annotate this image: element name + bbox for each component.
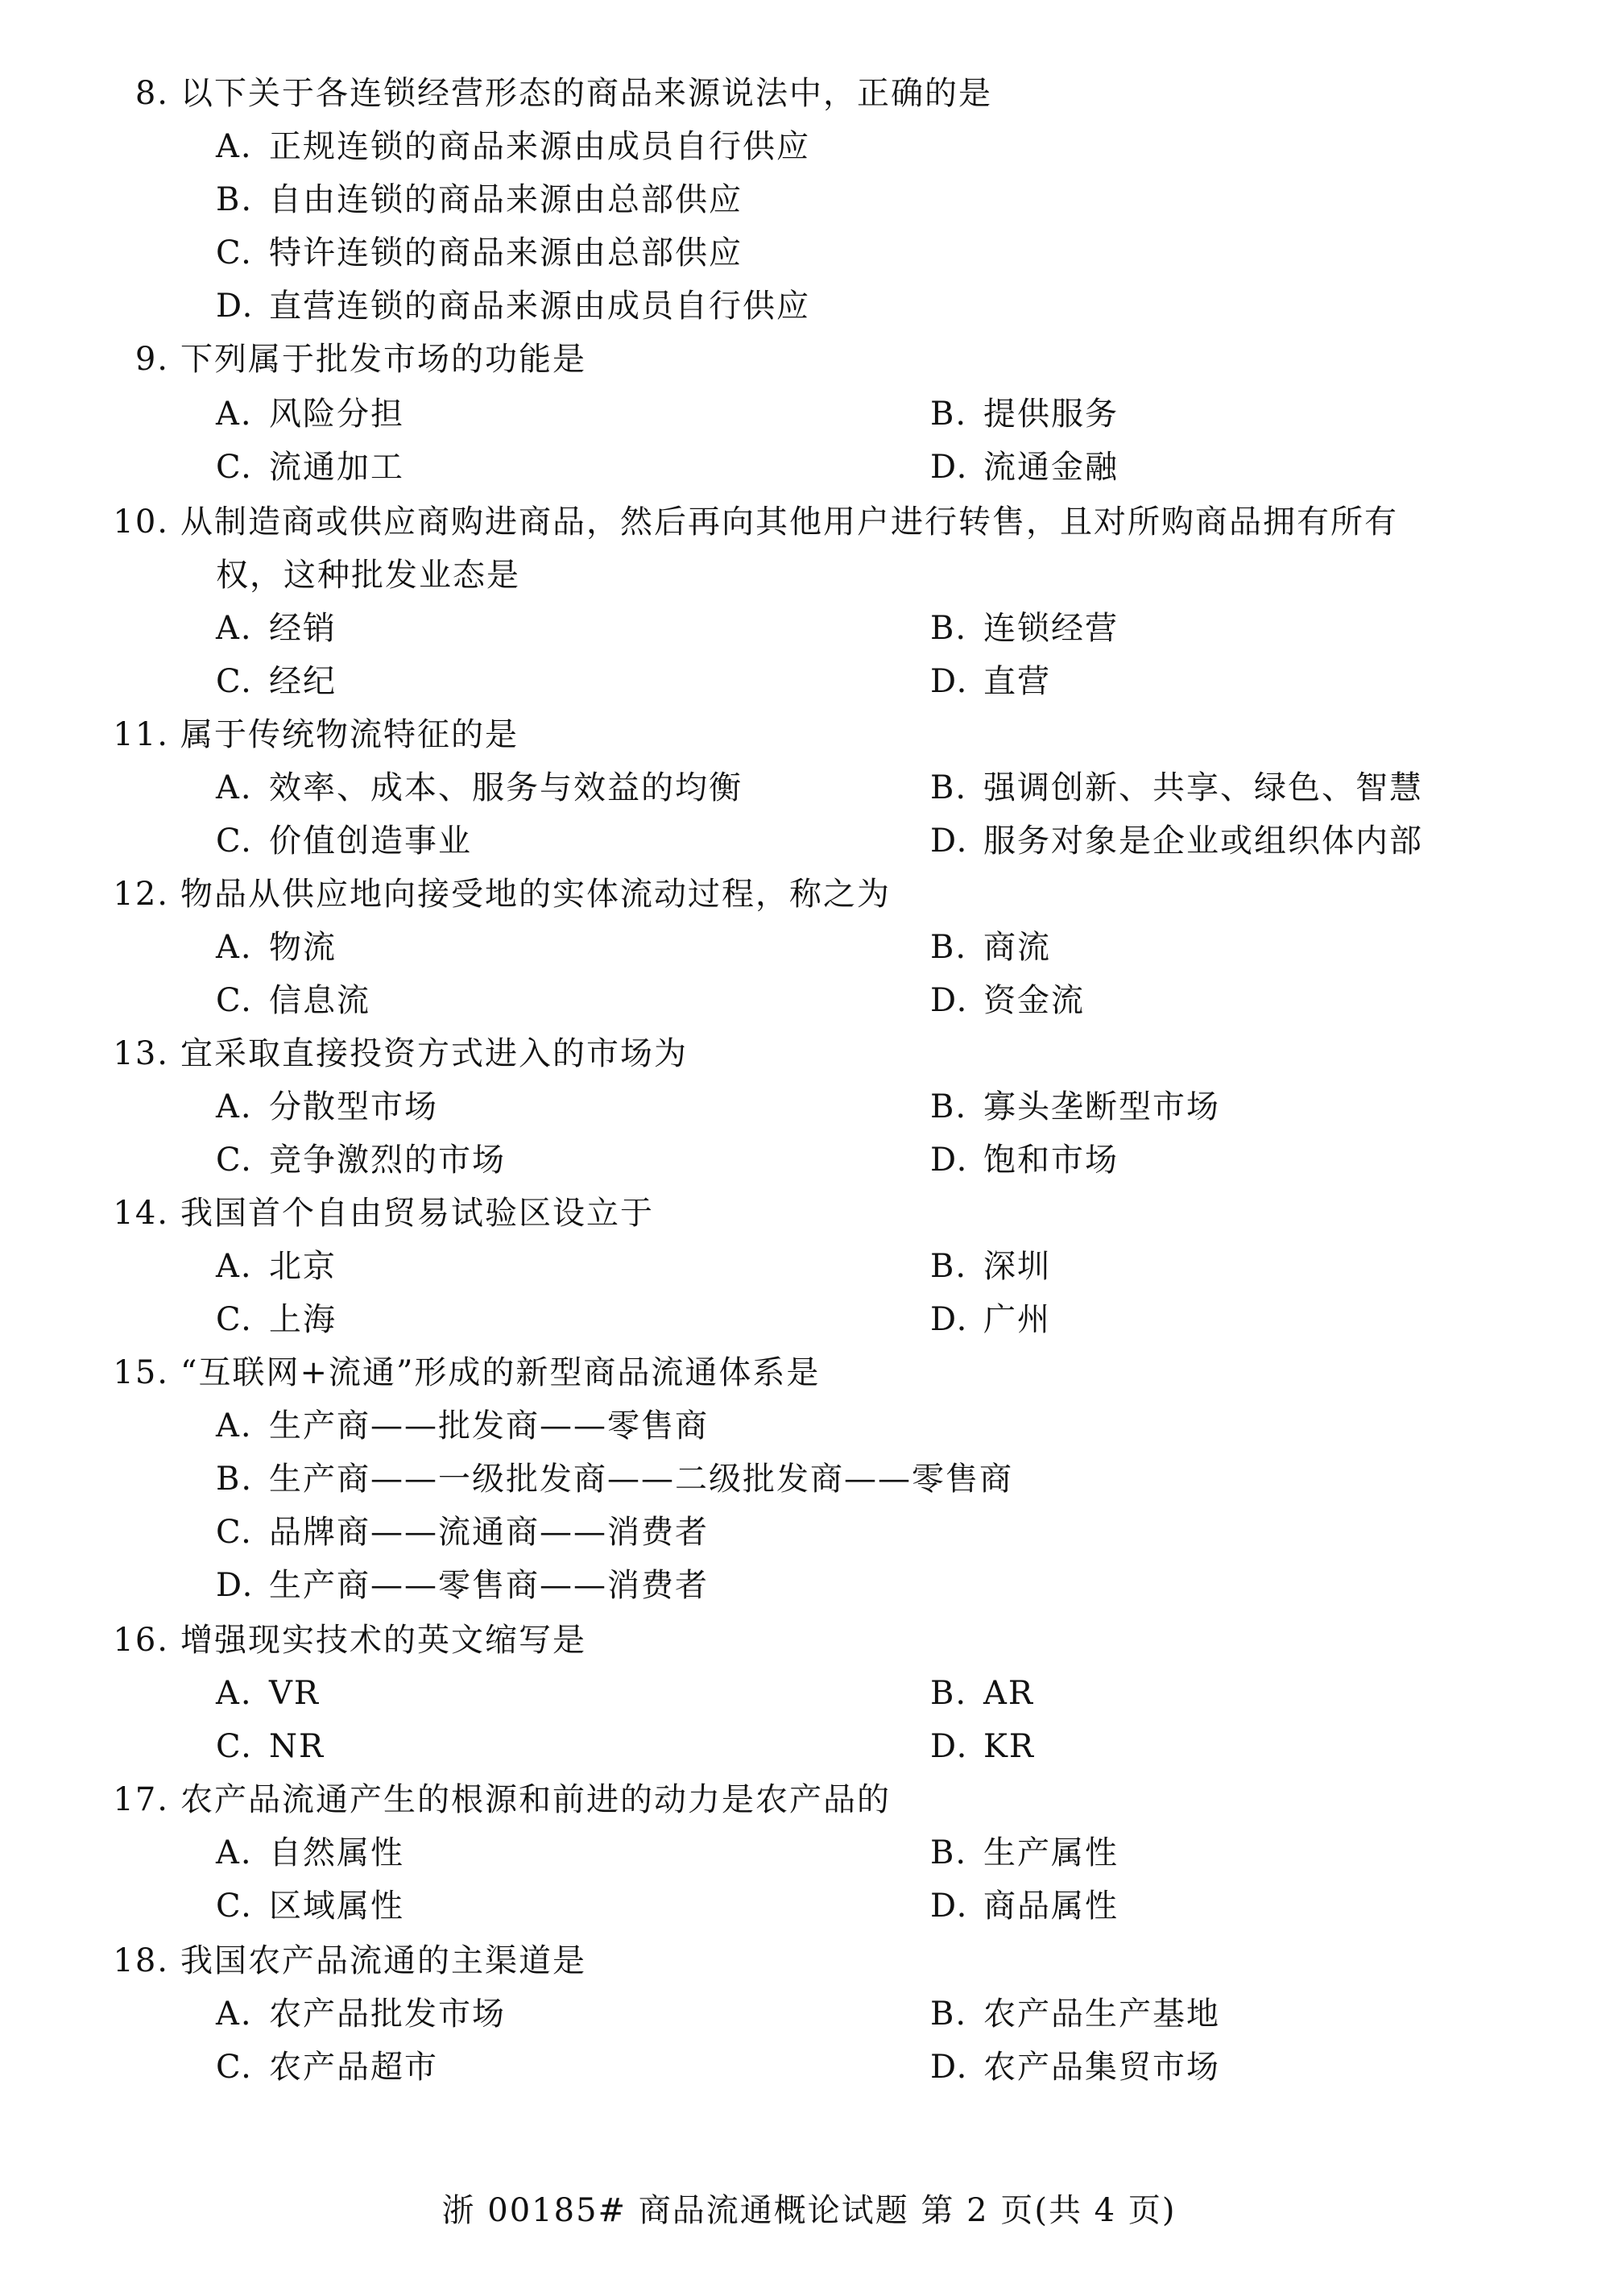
option-text: 商流: [983, 929, 1051, 966]
question-number: 16.: [113, 1622, 169, 1659]
option: [930, 1993, 1220, 2035]
option-text: 直营: [983, 663, 1051, 700]
option-text: 直营连锁的商品来源由成员自行供应: [269, 288, 810, 325]
question-text: 属于传统物流特征的是: [180, 716, 519, 753]
option-text: 品牌商——流通商——消费者: [269, 1514, 709, 1551]
option-label: B.: [930, 769, 968, 806]
option-label: C.: [216, 1514, 253, 1551]
option-label: D.: [930, 663, 969, 700]
option-text: 广州: [983, 1301, 1051, 1338]
question-number: 18.: [113, 1942, 169, 1979]
option: [216, 285, 810, 327]
question-number: 8.: [134, 75, 169, 112]
option-text: 寡头垄断型市场: [983, 1088, 1220, 1125]
option-label: A.: [216, 1675, 253, 1712]
question-15: [113, 1352, 820, 1394]
question-text: 物品从供应地向接受地的实体流动过程，称之为: [180, 876, 891, 913]
option: [930, 1299, 1051, 1341]
option-text: 效率、成本、服务与效益的均衡: [269, 769, 743, 806]
option-text: 流通加工: [269, 449, 404, 486]
question-text: 从制造商或供应商购进商品，然后再向其他用户进行转售，且对所购商品拥有所有: [180, 504, 1398, 541]
option-label: C.: [216, 449, 253, 486]
option-text: 分散型市场: [269, 1088, 438, 1125]
question-number: 9.: [134, 341, 169, 378]
question-8: [113, 73, 992, 114]
option: [216, 1832, 404, 1874]
option-text: 农产品生产基地: [983, 1996, 1220, 2033]
option-label: A.: [216, 1834, 253, 1871]
question-text: 我国农产品流通的主渠道是: [180, 1942, 586, 1979]
option: [216, 446, 404, 488]
option: [930, 1885, 1119, 1927]
option-label: D.: [930, 2049, 969, 2086]
option: [216, 1885, 404, 1927]
option-label: B.: [216, 181, 254, 218]
option: [216, 1245, 337, 1287]
option: [216, 1299, 337, 1341]
option-label: D.: [930, 982, 969, 1019]
option: [216, 980, 370, 1022]
question-number: 17.: [113, 1781, 169, 1818]
option-label: D.: [930, 1301, 969, 1338]
option-text: AR: [983, 1675, 1035, 1712]
option-label: C.: [216, 1888, 253, 1925]
question-17: [113, 1779, 891, 1821]
option-text: KR: [983, 1728, 1035, 1765]
question-12: [113, 873, 891, 915]
question-text: 以下关于各连锁经营形态的商品来源说法中，正确的是: [180, 75, 992, 112]
option-label: A.: [216, 929, 253, 966]
option: [216, 179, 743, 221]
option-label: C.: [216, 1728, 253, 1765]
option: [216, 1726, 325, 1768]
option: [216, 820, 472, 862]
option-text: 农产品超市: [269, 2049, 438, 2086]
option-text: 商品属性: [983, 1888, 1119, 1925]
option: [216, 767, 743, 809]
option-label: A.: [216, 1407, 253, 1444]
question-number: 10.: [113, 504, 169, 541]
option-label: A.: [216, 1088, 253, 1125]
option-label: C.: [216, 982, 253, 1019]
option-text: NR: [269, 1728, 325, 1765]
option-text: 北京: [269, 1248, 337, 1285]
option-text: 饱和市场: [983, 1142, 1119, 1179]
option-label: D.: [930, 1888, 969, 1925]
option-label: B.: [930, 1834, 968, 1871]
question-number: 15.: [113, 1354, 169, 1391]
question-number: 13.: [113, 1035, 169, 1072]
question-number: 11.: [113, 716, 169, 753]
option: [930, 926, 1051, 968]
option-text: 服务对象是企业或组织体内部: [983, 823, 1423, 860]
option: [216, 2046, 438, 2088]
question-11: [113, 714, 519, 756]
page-footer: 浙 00185# 商品流通概论试题 第 2 页(共 4 页): [441, 2192, 1177, 2229]
option: [216, 1405, 709, 1447]
question-10: [113, 501, 1398, 543]
option: [216, 393, 404, 435]
option-label: C.: [216, 1301, 253, 1338]
option: [930, 607, 1119, 649]
option: [216, 1139, 506, 1181]
question-text: 我国首个自由贸易试验区设立于: [180, 1195, 654, 1232]
question-text: 农产品流通产生的根源和前进的动力是农产品的: [180, 1781, 891, 1818]
option-text: 物流: [269, 929, 337, 966]
option-label: C.: [216, 823, 253, 860]
option-label: D.: [930, 1142, 969, 1179]
option: [216, 607, 337, 649]
option: [216, 1993, 506, 2035]
option-text: 流通金融: [983, 449, 1119, 486]
option-text: 生产属性: [983, 1834, 1119, 1871]
option-label: A.: [216, 396, 253, 433]
option-text: 特许连锁的商品来源由总部供应: [269, 234, 743, 271]
question-text: 下列属于批发市场的功能是: [180, 341, 586, 378]
option: [930, 1672, 1034, 1714]
option-label: B.: [930, 1248, 968, 1285]
option-label: A.: [216, 1248, 253, 1285]
option-label: A.: [216, 128, 253, 165]
option-label: B.: [930, 610, 968, 647]
option-text: VR: [269, 1675, 321, 1712]
option: [930, 1832, 1119, 1874]
option-text: 深圳: [983, 1248, 1051, 1285]
option: [216, 661, 337, 702]
question-text: “互联网+流通”形成的新型商品流通体系是: [180, 1354, 821, 1391]
option-text: 价值创造事业: [269, 823, 472, 860]
option-text: 经销: [269, 610, 337, 647]
option: [216, 1565, 709, 1606]
option-text: 风险分担: [269, 396, 404, 433]
option-label: C.: [216, 2049, 253, 2086]
option-text: 连锁经营: [983, 610, 1119, 647]
question-number: 12.: [113, 876, 169, 913]
option-label: B.: [930, 929, 968, 966]
option: [930, 446, 1119, 488]
option: [930, 2046, 1220, 2088]
option-text: 强调创新、共享、绿色、智慧: [983, 769, 1423, 806]
option-label: A.: [216, 1996, 253, 2033]
question-text: 增强现实技术的英文缩写是: [180, 1622, 586, 1659]
option-text: 生产商——一级批发商——二级批发商——零售商: [269, 1461, 1013, 1498]
question-14: [113, 1192, 654, 1234]
option-label: B.: [930, 1996, 968, 2033]
option: [930, 767, 1423, 809]
question-text: 宜采取直接投资方式进入的市场为: [180, 1035, 688, 1072]
option: [216, 1511, 709, 1553]
option-label: D.: [216, 288, 254, 325]
option: [216, 1086, 438, 1128]
question-13: [113, 1033, 688, 1075]
option: [930, 820, 1423, 862]
option: [216, 126, 810, 168]
option-label: B.: [930, 1088, 968, 1125]
question-number: 14.: [113, 1195, 169, 1232]
option-label: B.: [216, 1461, 254, 1498]
option: [930, 661, 1051, 702]
option: [930, 980, 1085, 1022]
option-label: C.: [216, 234, 253, 271]
option: [216, 232, 743, 274]
option-text: 提供服务: [983, 396, 1119, 433]
option-label: A.: [216, 769, 253, 806]
option-text: 资金流: [983, 982, 1085, 1019]
option-label: C.: [216, 663, 253, 700]
option-text: 信息流: [269, 982, 370, 1019]
option-label: D.: [930, 823, 969, 860]
option-text: 自由连锁的商品来源由总部供应: [269, 181, 743, 218]
option: [930, 393, 1119, 435]
question-9: [113, 338, 586, 380]
option-text: 生产商——批发商——零售商: [269, 1407, 709, 1444]
option-text: 自然属性: [269, 1834, 404, 1871]
option-text: 竞争激烈的市场: [269, 1142, 506, 1179]
option-label: B.: [930, 1675, 968, 1712]
option-text: 农产品集贸市场: [983, 2049, 1220, 2086]
option: [216, 1672, 320, 1714]
question-text-continued: 权，这种批发业态是: [216, 557, 520, 594]
option-label: D.: [930, 449, 969, 486]
question-18: [113, 1940, 586, 1982]
option: [930, 1086, 1220, 1128]
option-text: 生产商——零售商——消费者: [269, 1567, 709, 1604]
option: [930, 1726, 1035, 1768]
option-text: 经纪: [269, 663, 337, 700]
option: [930, 1245, 1051, 1287]
option-text: 正规连锁的商品来源由成员自行供应: [269, 128, 810, 165]
option: [216, 1458, 1013, 1500]
question-16: [113, 1619, 586, 1661]
option: [216, 926, 337, 968]
option-label: B.: [930, 396, 968, 433]
option-label: D.: [216, 1567, 254, 1604]
option-text: 区域属性: [269, 1888, 404, 1925]
option-label: D.: [930, 1728, 969, 1765]
option-label: A.: [216, 610, 253, 647]
option-text: 上海: [269, 1301, 337, 1338]
option: [930, 1139, 1119, 1181]
option-label: C.: [216, 1142, 253, 1179]
option-text: 农产品批发市场: [269, 1996, 506, 2033]
